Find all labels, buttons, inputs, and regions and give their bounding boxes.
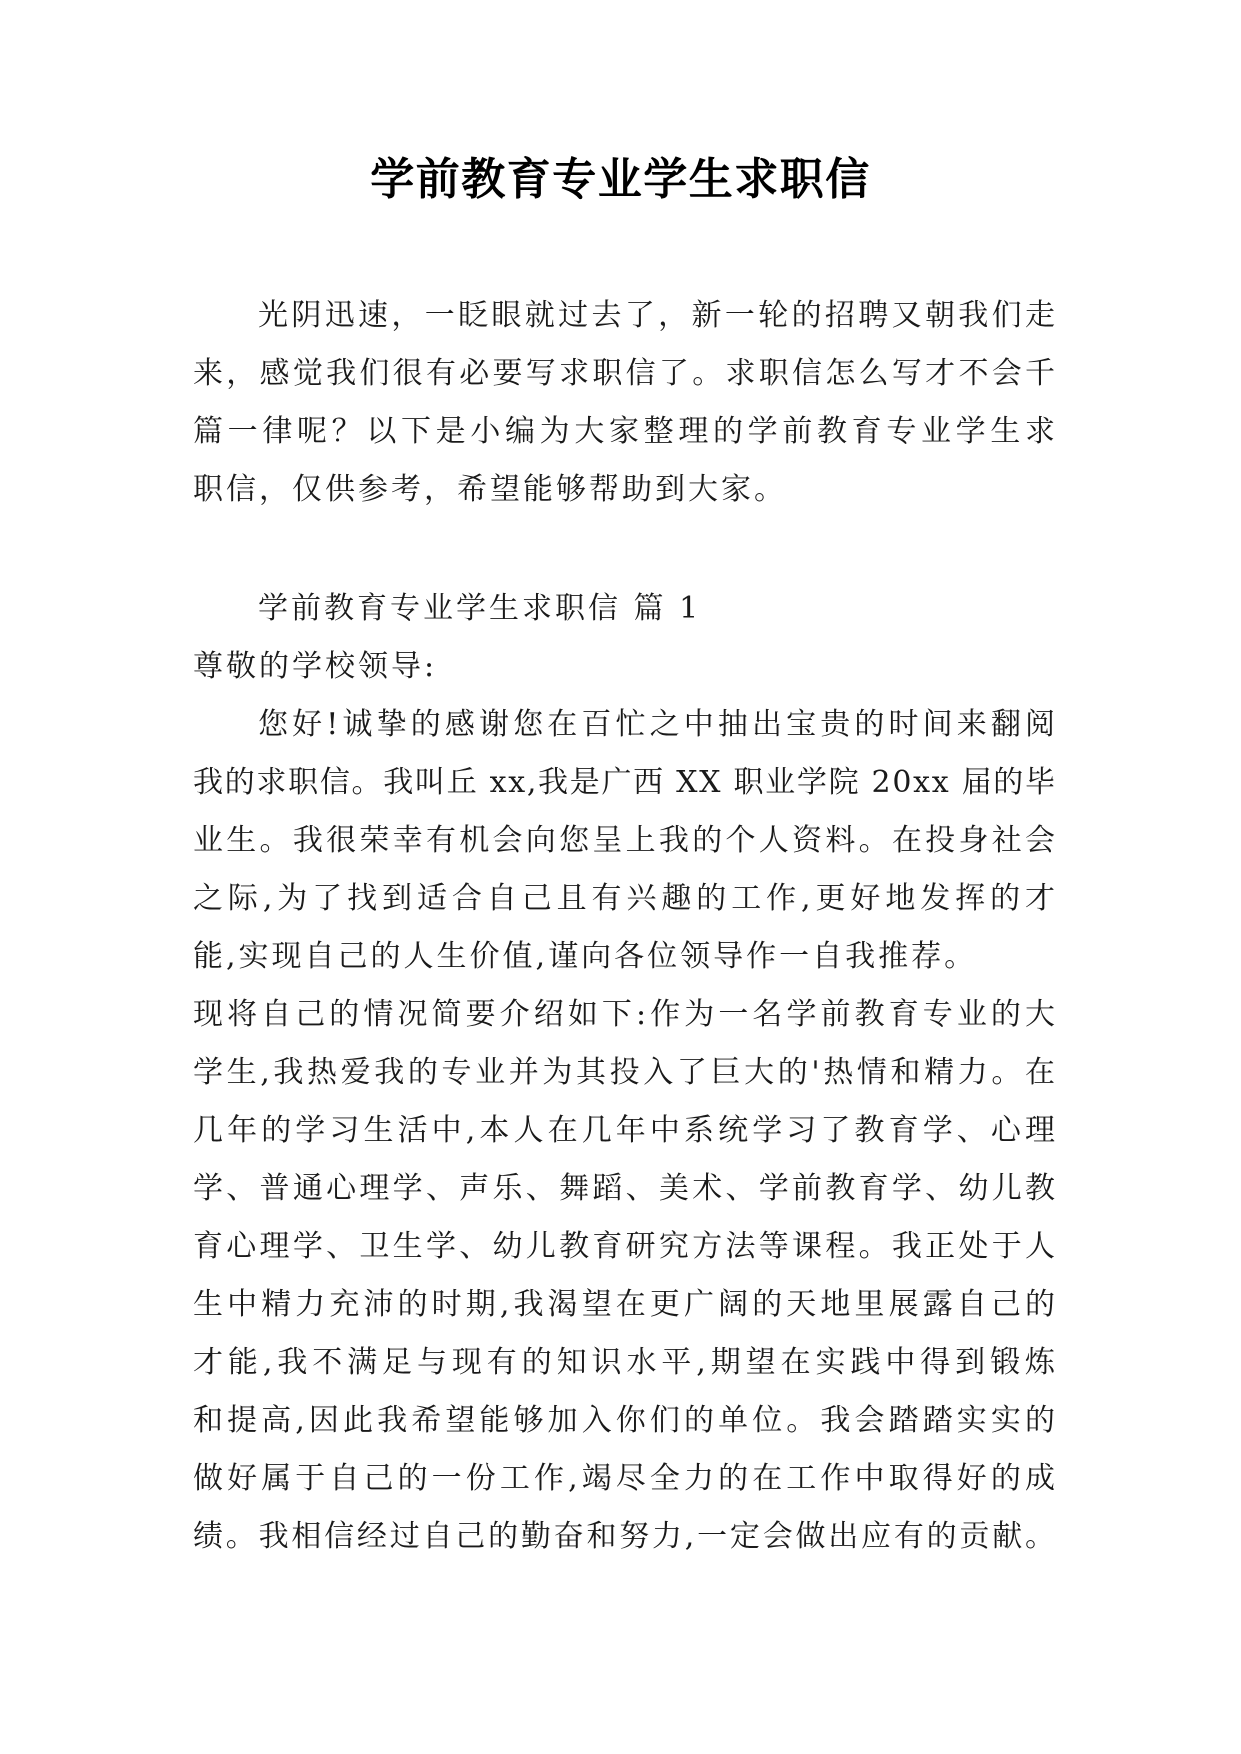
body-line xyxy=(193,754,1055,812)
paragraph-spacer xyxy=(193,519,1055,580)
body-line xyxy=(193,870,1060,928)
body-line xyxy=(193,1392,1060,1450)
body-line-text: 学生,我热爱我的专业并为其投入了巨大的'热情和精力。在 xyxy=(193,1055,1059,1090)
body-line-text: 才能,我不满足与现有的知识水平,期望在实践中得到锻炼 xyxy=(193,1345,1060,1380)
body-line xyxy=(193,1508,1058,1566)
intro-line xyxy=(193,345,1059,403)
body-line-text: 业生。我很荣幸有机会向您呈上我的个人资料。在投身社会 xyxy=(193,823,1059,858)
letter-heading-text: 学前教育专业学生求职信 篇 1 xyxy=(258,591,702,626)
body-line xyxy=(193,1160,1059,1218)
body-line xyxy=(193,1334,1060,1392)
body-line-text: 之际,为了找到适合自己且有兴趣的工作,更好地发挥的才 xyxy=(193,881,1060,916)
intro-line-text: 光阴迅速，一眨眼就过去了，新一轮的招聘又朝我们走 xyxy=(258,298,1059,333)
greeting-paragraph xyxy=(193,696,1060,986)
intro-paragraph xyxy=(193,287,1060,519)
body-line-text: 几年的学习生活中,本人在几年中系统学习了教育学、心理 xyxy=(193,1113,1060,1148)
intro-line-text: 来，感觉我们很有必要写求职信了。求职信怎么写才不会千 xyxy=(193,356,1059,391)
body-line xyxy=(193,928,1055,986)
intro-line xyxy=(193,461,1055,519)
body-line-text: 育心理学、卫生学、幼儿教育研究方法等课程。我正处于人 xyxy=(193,1229,1059,1264)
intro-line-text: 篇一律呢？以下是小编为大家整理的学前教育专业学生求 xyxy=(193,414,1060,449)
body-line-text: 生中精力充沛的时期,我渴望在更广阔的天地里展露自己的 xyxy=(193,1287,1060,1322)
body-line-text: 能,实现自己的人生价值,谨向各位领导作一自我推荐。 xyxy=(193,939,978,974)
body-line xyxy=(193,1276,1060,1334)
document-body xyxy=(193,287,1060,1566)
body-line-text: 和提高,因此我希望能够加入你们的单位。我会踏踏实实的 xyxy=(193,1403,1060,1438)
body-line xyxy=(193,1450,1060,1508)
body-line-text: 做好属于自己的一份工作,竭尽全力的在工作中取得好的成 xyxy=(193,1461,1060,1496)
intro-line-text: 职信，仅供参考，希望能够帮助到大家。 xyxy=(193,472,787,507)
document-title: 学前教育专业学生求职信 xyxy=(370,154,871,205)
body-line-text: 学、普通心理学、声乐、舞蹈、美术、学前教育学、幼儿教 xyxy=(193,1171,1059,1206)
letter-heading xyxy=(193,580,1055,638)
intro-line xyxy=(193,287,1059,345)
body-line-text: 现将自己的情况简要介绍如下:作为一名学前教育专业的大 xyxy=(193,997,1060,1032)
body-line-text: 我的求职信。我叫丘 xx,我是广西 XX 职业学院 20xx 届的毕 xyxy=(193,765,1057,800)
intro-line xyxy=(193,403,1060,461)
body-line-text: 绩。我相信经过自己的勤奋和努力,一定会做出应有的贡献。 xyxy=(193,1519,1058,1554)
body-line xyxy=(193,986,1060,1044)
body-line xyxy=(193,1102,1060,1160)
salutation-text: 尊敬的学校领导: xyxy=(193,649,438,684)
body-line xyxy=(193,696,1060,754)
salutation xyxy=(193,638,1055,696)
self-intro-paragraph xyxy=(193,986,1060,1566)
body-line xyxy=(193,1044,1059,1102)
body-line xyxy=(193,1218,1059,1276)
body-line-text: 您好!诚挚的感谢您在百忙之中抽出宝贵的时间来翻阅 xyxy=(258,707,1060,742)
body-line xyxy=(193,812,1059,870)
